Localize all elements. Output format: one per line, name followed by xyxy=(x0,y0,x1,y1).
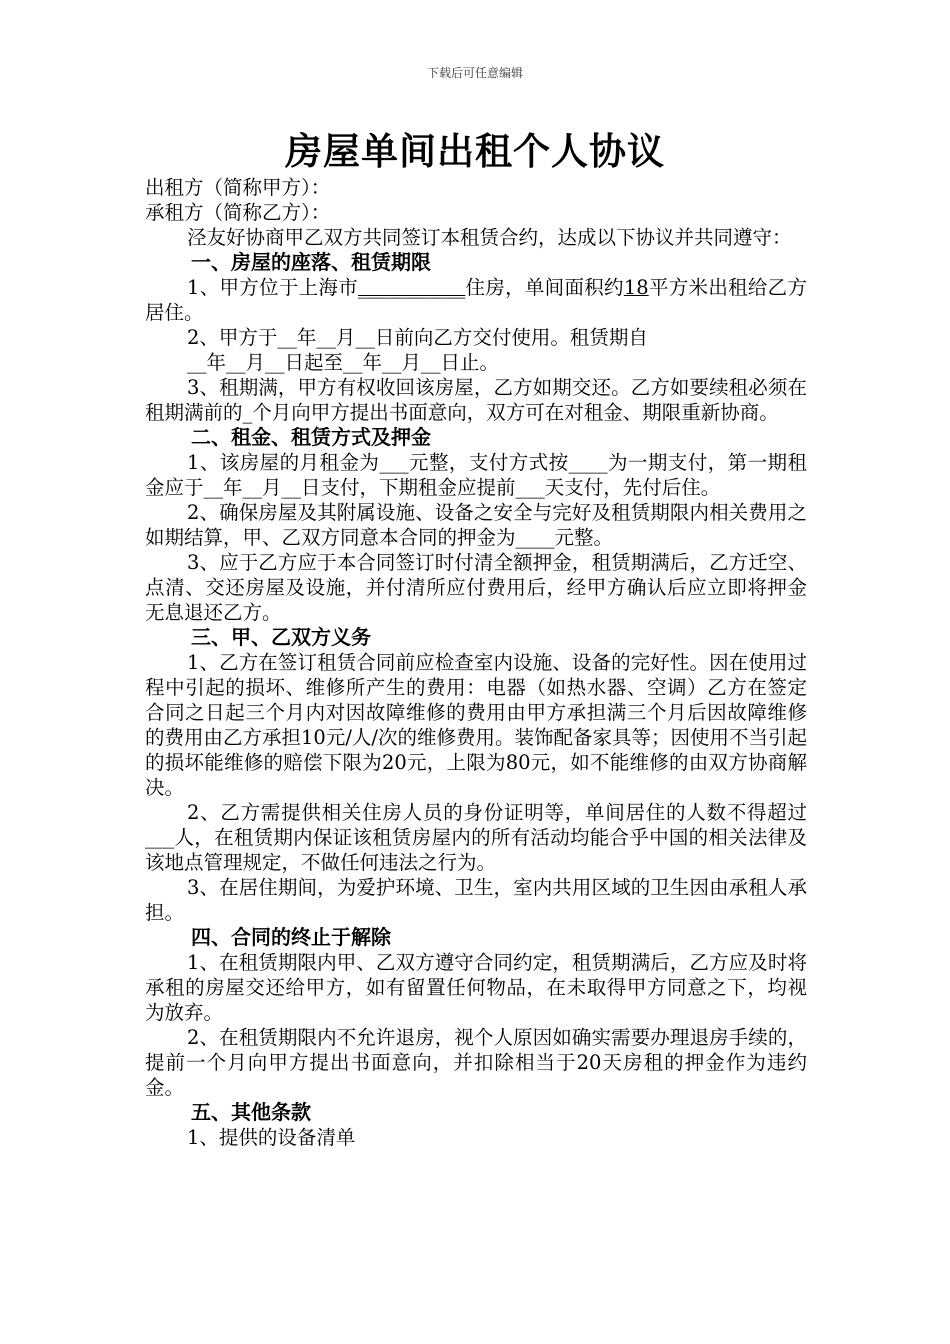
clause-text: 1、甲方位于上海市 xyxy=(187,276,358,299)
section-4-clause-1: 1、在租赁期限内甲、乙双方遵守合同约定，租赁期满后，乙方应及时将承租的房屋交还给甲方，如有留置任何物品，在未取得甲方同意之下，均视为放弃。 xyxy=(145,951,807,1024)
lessee-line: 承租方（简称乙方）： xyxy=(145,201,331,224)
section-5-heading: 五、其他条款 xyxy=(191,1100,311,1124)
intro-paragraph: 泾友好协商甲乙双方共同签订本租赁合约，达成以下协议并共同遵守： xyxy=(187,226,792,249)
clause-text: 平方米出租给乙方居住。 xyxy=(145,276,807,324)
section-4-heading: 四、合同的终止于解除 xyxy=(191,925,391,949)
area-value: 18 xyxy=(623,276,649,299)
header-note: 下载后可任意编辑 xyxy=(426,66,523,80)
section-3-heading: 三、甲、乙双方义务 xyxy=(191,625,371,649)
lessor-line: 出租方（简称甲方）： xyxy=(145,176,331,199)
section-1-clause-1 xyxy=(145,275,807,325)
section-2-heading: 二、租金、租赁方式及押金 xyxy=(191,425,431,449)
section-2-clause-3: 3、应于乙方应于本合同签订时付清全额押金，租赁期满后，乙方迁空、点清、交还房屋及设施，并付清所应付费用后，经甲方确认后应立即将押金无息退还乙方。 xyxy=(145,551,807,624)
section-1-clause-3: 3、租期满，甲方有权收回该房屋，乙方如期交还。乙方如要续租必须在租期满前的_个月向甲方提出书面意向，双方可在对租金、期限重新协商。 xyxy=(145,376,807,424)
section-1-clause-2: 2、甲方于__年__月__日前向乙方交付使用。租赁期自 xyxy=(187,326,648,349)
section-5-clause-1: 1、提供的设备清单 xyxy=(187,1126,356,1149)
section-3-clause-2: 2、乙方需提供相关住房人员的身份证明等，单间居住的人数不得超过___人，在租赁期内保证该租赁房屋内的所有活动均能合乎中国的相关法律及该地点管理规定，不做任何违法之行为。 xyxy=(145,801,807,874)
clause-text: 住房，单间面积约 xyxy=(465,276,624,299)
address-blank: ___________ xyxy=(358,276,466,299)
section-2-clause-2: 2、确保房屋及其附属设施、设备之安全与完好及租赁期限内相关费用之如期结算，甲、乙双方同意本合同的押金为____元整。 xyxy=(145,501,807,549)
section-1-clause-2-cont: __年__月__日起至__年__月__日止。 xyxy=(187,351,500,374)
section-3-clause-3: 3、在居住期间，为爱护环境、卫生，室内共用区域的卫生因由承租人承担。 xyxy=(145,876,807,924)
section-1-heading: 一、房屋的座落、租赁期限 xyxy=(191,250,431,274)
document-body xyxy=(145,175,807,1150)
section-3-clause-1: 1、乙方在签订租赁合同前应检查室内设施、设备的完好性。因在使用过程中引起的损坏、维修所产生的费用：电器（如热水器、空调）乙方在签定合同之日起三个月内对因故障维修的费用由甲方承担满三个月后因故障维修的费用由乙方承担10元/人/次的维修费用。装饰配备家具等；因使用不当引起的损坏能维修的赔偿下限为20元，上限为80元，如不能维修的由双方协商解决。 xyxy=(145,651,807,799)
document-title: 房屋单间出租个人协议 xyxy=(285,129,665,173)
section-4-clause-2: 2、在租赁期限内不允许退房，视个人原因如确实需要办理退房手续的，提前一个月向甲方提出书面意向，并扣除相当于20天房租的押金作为违约金。 xyxy=(145,1026,807,1099)
section-2-clause-1: 1、该房屋的月租金为___元整，支付方式按____为一期支付，第一期租金应于__年__月__日支付，下期租金应提前___天支付，先付后住。 xyxy=(145,451,807,499)
